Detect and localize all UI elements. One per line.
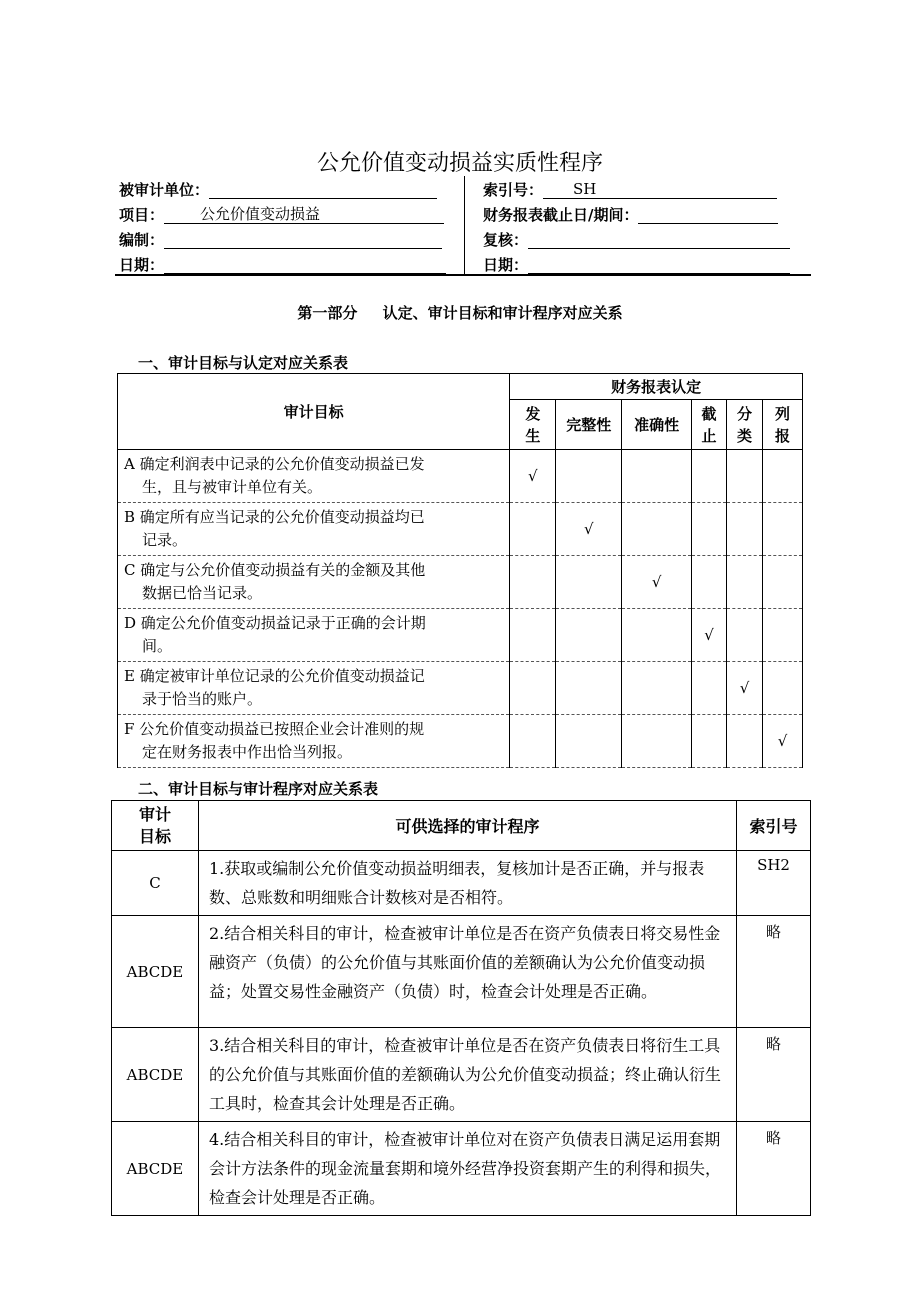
check-mark-cell xyxy=(510,662,556,715)
project-row xyxy=(119,203,444,227)
date2-row xyxy=(483,253,790,277)
index-label: 索引号： xyxy=(483,181,544,199)
review-field[interactable] xyxy=(528,229,790,249)
date-field[interactable] xyxy=(164,254,446,274)
audit-target-cell xyxy=(118,503,510,556)
report-date-label: 财务报表截止日/期间： xyxy=(483,206,639,224)
check-mark-cell xyxy=(556,715,622,768)
audit-target-line1: C 确定与公允价值变动损益有关的金额及其他 xyxy=(124,561,426,579)
goal-cell: C xyxy=(112,851,199,916)
index-cell: 略 xyxy=(737,1122,811,1216)
check-mark-cell xyxy=(762,662,802,715)
assertion-header: 列 报 xyxy=(762,400,802,450)
check-mark-cell xyxy=(510,715,556,768)
col-assertion-group-header: 财务报表认定 xyxy=(510,374,803,400)
audit-target-line1: A 确定利润表中记录的公允价值变动损益已发 xyxy=(124,455,425,473)
check-mark-cell: √ xyxy=(556,503,622,556)
date-label: 日期： xyxy=(119,256,165,274)
check-mark-cell xyxy=(622,503,692,556)
index-field[interactable]: SH xyxy=(543,179,777,199)
check-mark-cell xyxy=(727,609,763,662)
part-title: 第一部分 认定、审计目标和审计程序对应关系 xyxy=(297,304,623,322)
check-mark-cell xyxy=(622,609,692,662)
procedure-cell: 3.结合相关科目的审计，检查被审计单位是否在资产负债表日将衍生工具的公允价值与其账面价值的差额确认为公允价值变动损益；终止确认衍生工具时，检查其会计处理是否正确。 xyxy=(198,1028,736,1122)
assertion-header: 截 止 xyxy=(692,400,727,450)
audit-target-cell xyxy=(118,556,510,609)
check-mark-cell xyxy=(510,556,556,609)
audited-unit-field[interactable] xyxy=(209,179,437,199)
check-mark-cell xyxy=(510,609,556,662)
check-mark-cell xyxy=(762,609,802,662)
date-row xyxy=(119,253,446,277)
audit-target-line2: 定在财务报表中作出恰当列报。 xyxy=(142,743,353,761)
assertion-table xyxy=(117,373,803,768)
procedure-cell: 2.结合相关科目的审计，检查被审计单位是否在资产负债表日将交易性金融资产（负债）的公允价值与其账面价值的差额确认为公允价值变动损益；处置交易性金融资产（负债）时，检查会计处理是否正确。 xyxy=(198,916,736,1028)
table-row xyxy=(112,1028,811,1122)
col-index-header: 索引号 xyxy=(737,801,811,851)
check-mark-cell xyxy=(727,715,763,768)
section2-title: 二、审计目标与审计程序对应关系表 xyxy=(138,780,379,798)
check-mark-cell: √ xyxy=(762,715,802,768)
col-target-header: 审计目标 xyxy=(118,374,510,450)
table-row xyxy=(118,662,803,715)
date2-field[interactable] xyxy=(528,254,790,274)
header-block xyxy=(115,176,811,276)
col-goal-header-text: 审计 目标 xyxy=(138,804,171,846)
table-row xyxy=(118,609,803,662)
check-mark-cell xyxy=(692,503,727,556)
review-row xyxy=(483,228,790,252)
table-row xyxy=(112,1122,811,1216)
check-mark-cell xyxy=(727,450,763,503)
project-label: 项目： xyxy=(119,206,165,224)
goal-cell: ABCDE xyxy=(112,1028,199,1122)
col-goal-header xyxy=(112,801,199,851)
audit-target-line1: E 确定被审计单位记录的公允价值变动损益记 xyxy=(124,667,425,685)
check-mark-cell xyxy=(510,503,556,556)
procedure-table xyxy=(111,800,811,1216)
assertion-header: 完整性 xyxy=(556,400,622,450)
audited-unit-row xyxy=(119,178,437,202)
section1-title: 一、审计目标与认定对应关系表 xyxy=(138,354,349,372)
check-mark-cell xyxy=(692,662,727,715)
index-cell: 略 xyxy=(737,1028,811,1122)
audit-target-line2: 录于恰当的账户。 xyxy=(142,690,263,708)
check-mark-cell xyxy=(762,556,802,609)
check-mark-cell xyxy=(556,450,622,503)
check-mark-cell xyxy=(762,450,802,503)
prepared-field[interactable] xyxy=(164,229,442,249)
index-cell: 略 xyxy=(737,916,811,1028)
assertion-header: 分 类 xyxy=(727,400,763,450)
date2-label: 日期： xyxy=(483,256,529,274)
procedure-cell: 1.获取或编制公允价值变动损益明细表，复核加计是否正确，并与报表数、总账数和明细账合计数核对是否相符。 xyxy=(198,851,736,916)
table-row xyxy=(118,715,803,768)
report-date-field[interactable] xyxy=(638,204,778,224)
audit-target-line1: F 公允价值变动损益已按照企业会计准则的规 xyxy=(124,720,425,738)
check-mark-cell xyxy=(622,715,692,768)
check-mark-cell xyxy=(692,450,727,503)
audit-target-line2: 间。 xyxy=(142,637,173,655)
index-cell: SH2 xyxy=(737,851,811,916)
audited-unit-label: 被审计单位： xyxy=(119,181,210,199)
audit-target-line1: B 确定所有应当记录的公允价值变动损益均已 xyxy=(124,508,425,526)
check-mark-cell: √ xyxy=(622,556,692,609)
table-row xyxy=(112,851,811,916)
check-mark-cell: √ xyxy=(510,450,556,503)
table-row xyxy=(118,556,803,609)
assertion-header: 准确性 xyxy=(622,400,692,450)
table-row xyxy=(112,916,811,1028)
check-mark-cell xyxy=(692,556,727,609)
table-row xyxy=(118,503,803,556)
audit-target-cell xyxy=(118,450,510,503)
table-row xyxy=(118,450,803,503)
header-divider xyxy=(464,176,465,274)
check-mark-cell xyxy=(622,662,692,715)
audit-target-line1: D 确定公允价值变动损益记录于正确的会计期 xyxy=(124,614,426,632)
prepared-row xyxy=(119,228,442,252)
audit-target-line2: 记录。 xyxy=(142,531,188,549)
check-mark-cell xyxy=(692,715,727,768)
project-field[interactable]: 公允价值变动损益 xyxy=(164,204,444,224)
audit-target-cell xyxy=(118,715,510,768)
check-mark-cell xyxy=(762,503,802,556)
check-mark-cell xyxy=(622,450,692,503)
check-mark-cell xyxy=(556,609,622,662)
check-mark-cell xyxy=(727,556,763,609)
prepared-label: 编制： xyxy=(119,231,165,249)
audit-target-line2: 数据已恰当记录。 xyxy=(142,584,263,602)
check-mark-cell: √ xyxy=(727,662,763,715)
index-row xyxy=(483,178,777,202)
assertion-header: 发 生 xyxy=(510,400,556,450)
check-mark-cell: √ xyxy=(692,609,727,662)
page-title: 公允价值变动损益实质性程序 xyxy=(316,151,603,176)
audit-target-cell xyxy=(118,609,510,662)
audit-target-cell xyxy=(118,662,510,715)
procedure-cell: 4.结合相关科目的审计，检查被审计单位对在资产负债表日满足运用套期会计方法条件的现金流量套期和境外经营净投资套期产生的利得和损失，检查会计处理是否正确。 xyxy=(198,1122,736,1216)
check-mark-cell xyxy=(556,662,622,715)
check-mark-cell xyxy=(556,556,622,609)
goal-cell: ABCDE xyxy=(112,1122,199,1216)
audit-target-line2: 生，且与被审计单位有关。 xyxy=(142,478,323,496)
goal-cell: ABCDE xyxy=(112,916,199,1028)
review-label: 复核： xyxy=(483,231,529,249)
col-procedure-header: 可供选择的审计程序 xyxy=(198,801,736,851)
report-date-row xyxy=(483,203,778,227)
check-mark-cell xyxy=(727,503,763,556)
